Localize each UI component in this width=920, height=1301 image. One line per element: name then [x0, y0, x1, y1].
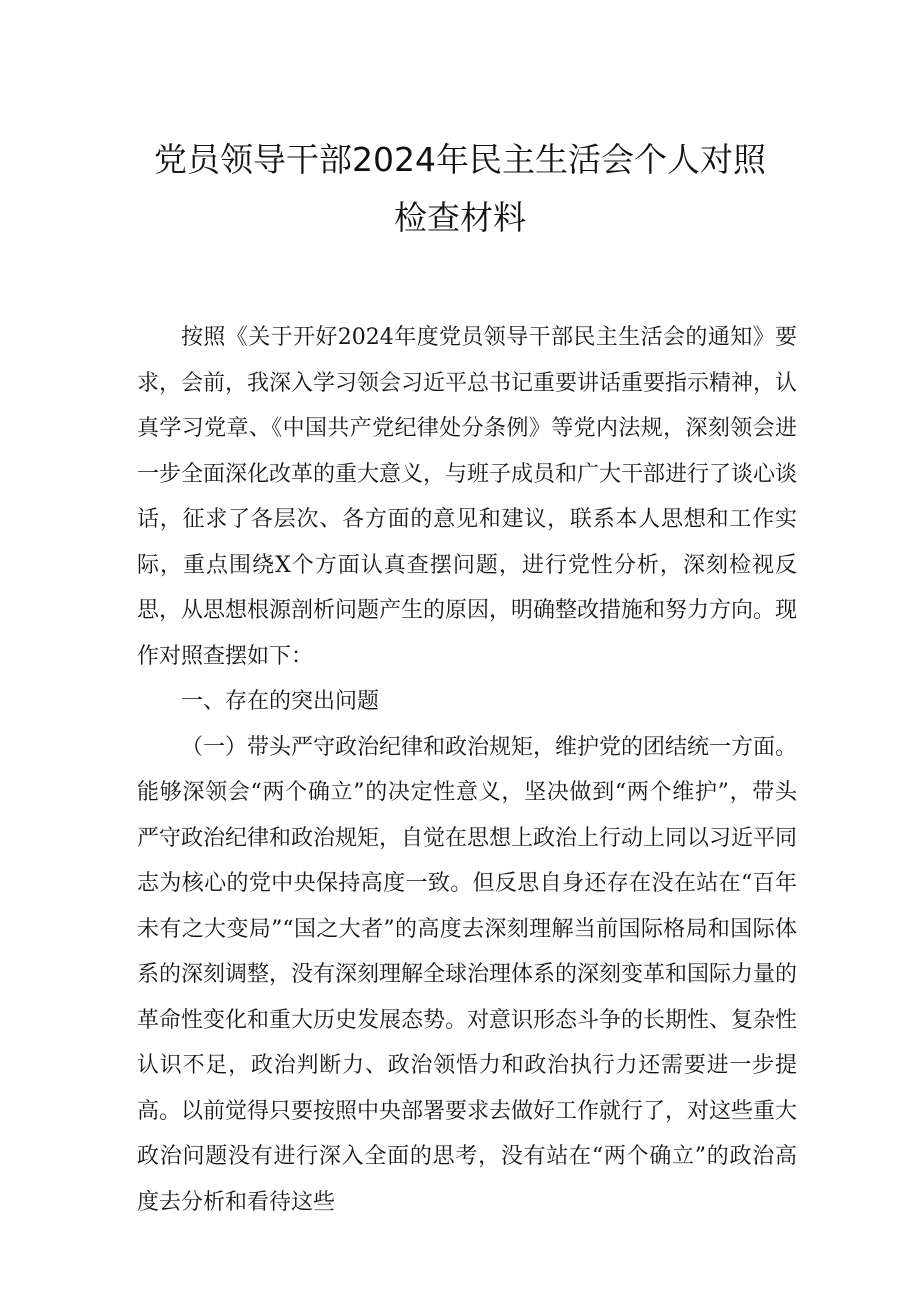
subsection-paragraph: （一）带头严守政治纪律和政治规矩，维护党的团结统一方面。能够深领会“两个确立”的决定性意义，坚决做到“两个维护”，带头严守政治纪律和政治规矩，自觉在思想上政治上行动上同以习近平同志为核心的党中央保持高度一致。但反思自身还存在没在站在“百年未有之大变局”“国之大者”的高度去深刻理解当前国际格局和国际体系的深刻调整，没有深刻理解全球治理体系的深刻变革和国际力量的革命性变化和重大历史发展态势。对意识形态斗争的长期性、复杂性认识不足，政治判断力、政治领悟力和政治执行力还需要进一步提高。以前觉得只要按照中央部署要求去做好工作就行了，对这些重大政治问题没有进行深入全面的思考，没有站在“两个确立”的政治高度去分析和看待这些 — [137, 734, 798, 1215]
document-body — [137, 315, 797, 1225]
document-title-line-1: 党员领导干部2024年民主生活会个人对照 — [154, 140, 766, 179]
section-heading: 一、存在的突出问题 — [181, 689, 380, 714]
intro-paragraph: 按照《关于开好2024年度党员领导干部民主生活会的通知》要求，会前，我深入学习领会习近平总书记重要讲话重要指示精神，认真学习党章、《中国共产党纪律处分条例》等党内法规，深刻领会进一步全面深化改革的重大意义，与班子成员和广大干部进行了谈心谈话，征求了各层次、各方面的意见和建议，联系本人思想和工作实际，重点围绕X个方面认真查摆问题，进行党性分析，深刻检视反思，从思想根源剖析问题产生的原因，明确整改措施和努力方向。现作对照查摆如下： — [137, 325, 798, 669]
document-title-line-2: 检查材料 — [394, 198, 526, 237]
